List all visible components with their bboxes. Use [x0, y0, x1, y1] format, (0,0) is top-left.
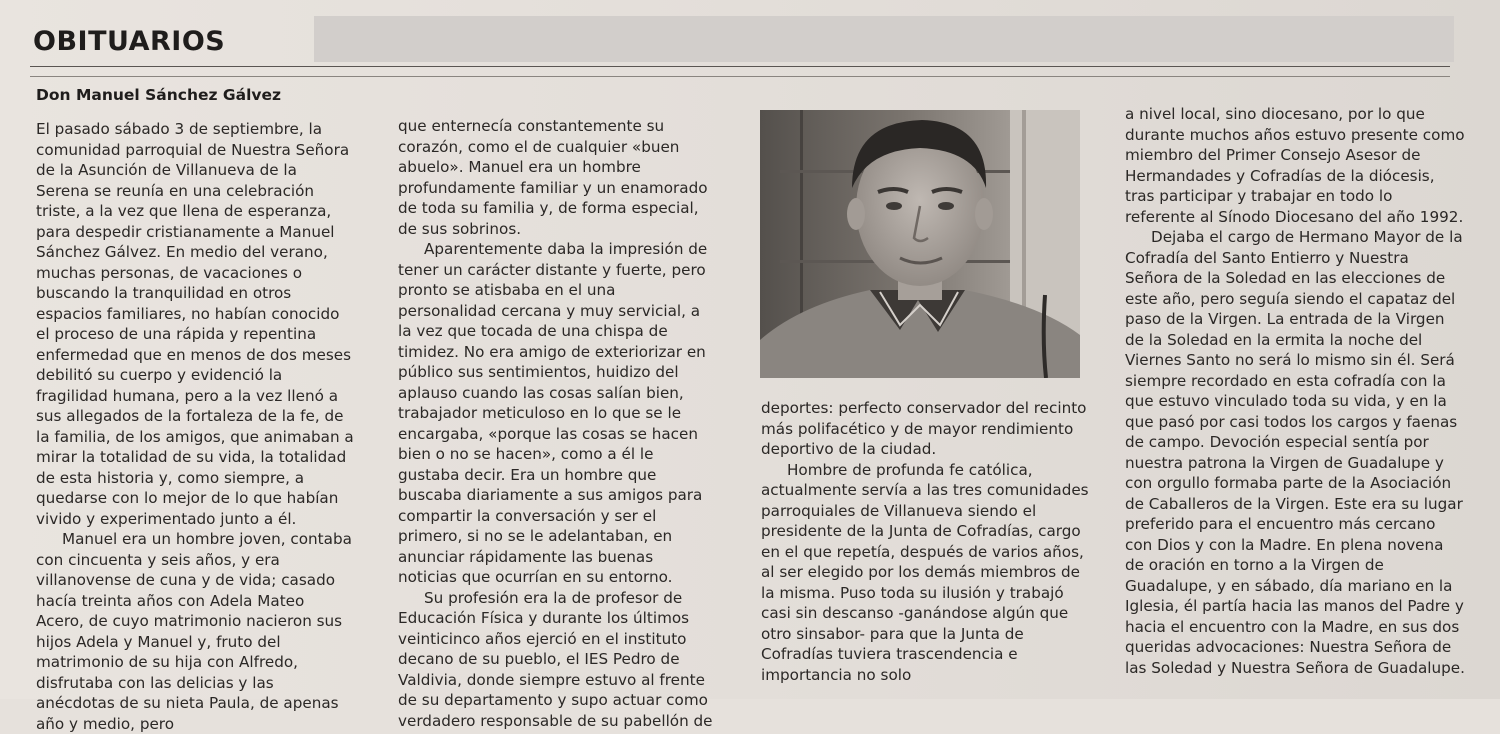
paragraph: a nivel local, sino diocesano, por lo que durante muchos años estuvo presente como miembro del Primer Consejo Asesor de Hermandades y Cofradías de la diócesis, tras participar y trabajar en todo lo referente al Sínodo Diocesano del año 1992. [1125, 105, 1465, 226]
header-rule [30, 66, 1450, 67]
paragraph: Manuel era un hombre joven, contaba con cincuenta y seis años, y era villanovense de cuna y de vida; casado hacía treinta años con Adela Mateo Acero, de cuyo matrimonio nacieron sus hijos Adela y Manuel y, fruto del matrimonio de su hija con Alfredo, disfrutaba con las delicias y las anécdotas de su nieta Paula, de apenas año y medio, pero [36, 530, 352, 733]
article-column-1 [36, 119, 354, 734]
portrait-photo [760, 110, 1080, 378]
header-rule-thin [30, 76, 1450, 77]
section-header-band [314, 16, 1454, 62]
paragraph: El pasado sábado 3 de septiembre, la comunidad parroquial de Nuestra Señora de la Asunción de Villanueva de la Serena se reunía en una celebración triste, a la vez que llena de esperanza, para despedir cristianamente a Manuel Sánchez Gálvez. En medio del verano, muchas personas, de vacaciones o buscando la tranquilidad en otros espacios familiares, no habían conocido el proceso de una rápida y repentina enfermedad que en menos de dos meses debilitó su cuerpo y evidenció la fragilidad humana, pero a la vez llenó a sus allegados de la fortaleza de la fe, de la familia, de los amigos, que animaban a mirar la totalidad de su vida, la totalidad de esta historia y, como siempre, a quedarse con lo mejor de lo que habían vivido y experimentado junto a él. [36, 120, 354, 528]
article-column-2 [398, 116, 716, 731]
paragraph: que enternecía constantemente su corazón, como el de cualquier «buen abuelo». Manuel era un hombre profundamente familiar y un enamorado de toda su familia y, de forma especial, de sus sobrinos. [398, 117, 708, 238]
paragraph: Aparentemente daba la impresión de tener un carácter distante y fuerte, pero pronto se atisbaba en el una personalidad cercana y muy servicial, a la vez que tocada de una chispa de timidez. No era amigo de exteriorizar en público sus sentimientos, huidizo del aplauso cuando las cosas salían bien, trabajador meticuloso en lo que se le encargaba, «porque las cosas se hacen bien o no se hacen», como a él le gustaba decir. Era un hombre que buscaba diariamente a sus amigos para compartir la conversación y ser el primero, si no se le adelantaban, en anunciar rápidamente las buenas noticias que ocurrían en su entorno. [398, 240, 708, 586]
article-column-4 [1125, 104, 1465, 678]
obituary-headline: Don Manuel Sánchez Gálvez [36, 86, 282, 104]
paragraph: Dejaba el cargo de Hermano Mayor de la Cofradía del Santo Entierro y Nuestra Señora de la Soledad en las elecciones de este año, pero seguía siendo el capataz del paso de la Virgen. La entrada de la Virgen de la Soledad en la ermita la noche del Viernes Santo no será lo mismo sin él. Será siempre recordado en esta cofradía con la que estuvo vinculado toda su vida, y en la que pasó por casi todos los cargos y faenas de campo. Devoción especial sentía por nuestra patrona la Virgen de Guadalupe y con orgullo formaba parte de la Asociación de Caballeros de la Virgen. Este era su lugar preferido para el encuentro más cercano con Dios y con la Madre. En plena novena de oración en torno a la Virgen de Guadalupe, y en sábado, día mariano en la Iglesia, él partía hacia las manos del Padre y hacia el encuentro con la Madre, en sus dos queridas advocaciones: Nuestra Señora de las Soledad y Nuestra Señora de Guadalupe. [1125, 228, 1465, 677]
paragraph: Hombre de profunda fe católica, actualmente servía a las tres comunidades parroquiales de Villanueva siendo el presidente de la Junta de Cofradías, cargo en el que repetía, después de varios años, al ser elegido por los demás miembros de la misma. Puso toda su ilusión y trabajó casi sin descanso -ganándose algún que otro sinsabor- para que la Junta de Cofradías tuviera trascendencia e importancia no solo [761, 460, 1089, 684]
article-column-3 [761, 398, 1096, 685]
paragraph: deportes: perfecto conservador del recinto más polifacético y de mayor rendimiento deportivo de la ciudad. [761, 399, 1087, 458]
paragraph: Su profesión era la de profesor de Educación Física y durante los últimos veinticinco años ejerció en el instituto decano de su pueblo, el IES Pedro de Valdivia, donde siempre estuvo al frente de su departamento y supo actuar como verdadero responsable de su pabellón de [398, 588, 713, 730]
portrait-photo-icon [760, 110, 1080, 378]
section-title: OBITUARIOS [33, 26, 226, 57]
